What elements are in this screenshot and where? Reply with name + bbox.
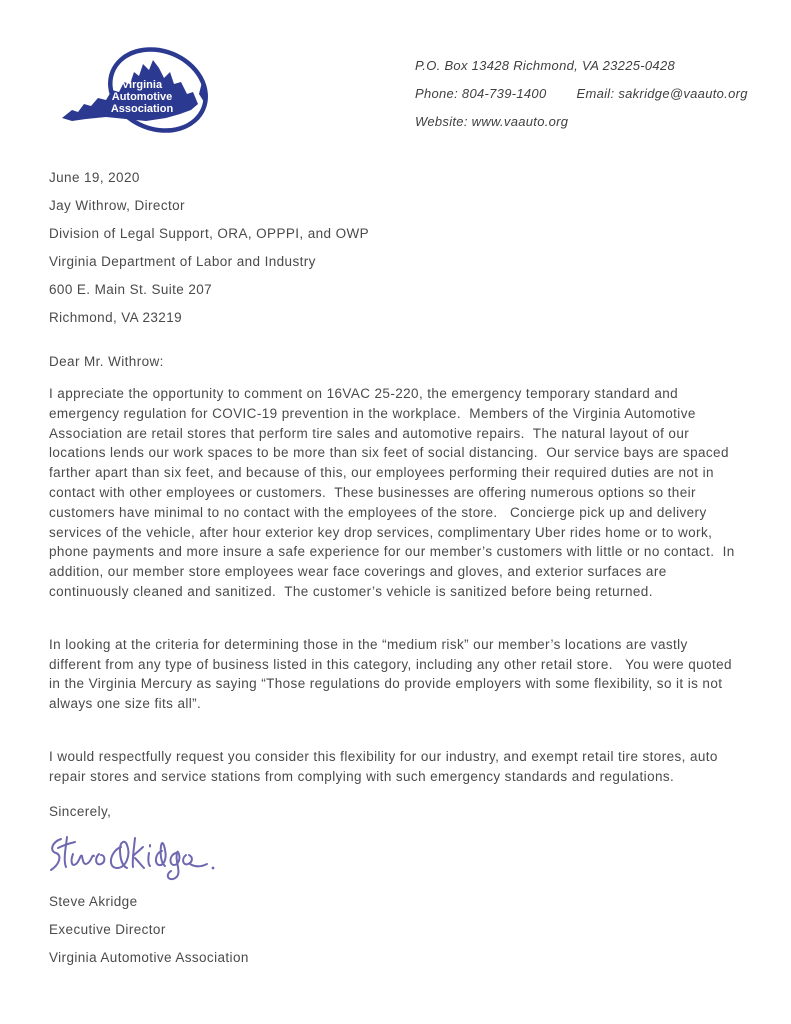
recipient-line: Jay Withrow, Director — [49, 198, 185, 213]
signer-organization: Virginia Automotive Association — [49, 949, 249, 965]
recipient-block — [49, 192, 739, 332]
signer-title: Executive Director — [49, 921, 166, 937]
logo-text-line3: Association — [110, 103, 174, 115]
contact-info-block — [415, 58, 748, 142]
signature-block — [49, 888, 739, 972]
body-paragraph-1: I appreciate the opportunity to comment on 16VAC 25-220, the emergency temporary standard and emergency regulation for COVIC-19 prevention in the workplace. Members of the Virginia Automotive Association are retail stores that perform tire sales and automotive repairs. The natural layout of our locations lends our work spaces to be more than six feet of social distancing. Our service bays are spaced farther apart than six feet, and because of this, our employees performing their required duties are not in contact with other employees or customers. These businesses are offering numerous options so their customers have minimal to no contact with the employees of the store. Concierge pick up and delivery services of the vehicle, after hour exterior key drop services, complimentary Uber rides home or to work, phone payments and more insure a safe experience for our member’s customers with little or no contact. In addition, our member store employees wear face coverings and gloves, and exterior surfaces are continuously cleaned and sanitized. The customer’s vehicle is sanitized before being returned. — [49, 386, 739, 599]
contact-phone: Phone: 804-739-1400 — [415, 86, 547, 101]
closing-salutation: Sincerely, — [49, 803, 112, 819]
recipient-line: Virginia Department of Labor and Industry — [49, 254, 316, 269]
letter-content — [49, 164, 739, 972]
vaa-logo — [54, 42, 222, 142]
body-paragraph-3: I would respectfully request you consider this flexibility for our industry, and exempt retail tire stores, auto repair stores and service stations from complying with such emergency standards and regulations. — [49, 748, 722, 784]
virginia-map-logo-icon — [54, 42, 222, 142]
contact-phone-email — [415, 86, 748, 102]
handwritten-signature-icon — [45, 826, 230, 882]
recipient-line: Division of Legal Support, ORA, OPPPI, and OWP — [49, 226, 370, 241]
logo-text-line2: Automotive — [111, 91, 173, 103]
contact-address: P.O. Box 13428 Richmond, VA 23225-0428 — [415, 58, 676, 73]
contact-website: Website: www.vaauto.org — [415, 114, 569, 129]
salutation: Dear Mr. Withrow: — [49, 354, 164, 369]
recipient-line: 600 E. Main St. Suite 207 — [49, 282, 213, 297]
signer-name: Steve Akridge — [49, 893, 138, 909]
body-paragraph-2: In looking at the criteria for determining those in the “medium risk” our member’s locations are vastly different from any type of business listed in this category, including any other retail store. You were quoted in the Virginia Mercury as saying “Those regulations do provide employers with some flexibility, so it is not always one size fits all”. — [49, 636, 737, 712]
logo-text-line1: Virginia — [121, 79, 163, 91]
letter-date: June 19, 2020 — [49, 170, 140, 185]
contact-email: Email: sakridge@vaauto.org — [576, 86, 748, 101]
recipient-line: Richmond, VA 23219 — [49, 310, 183, 325]
